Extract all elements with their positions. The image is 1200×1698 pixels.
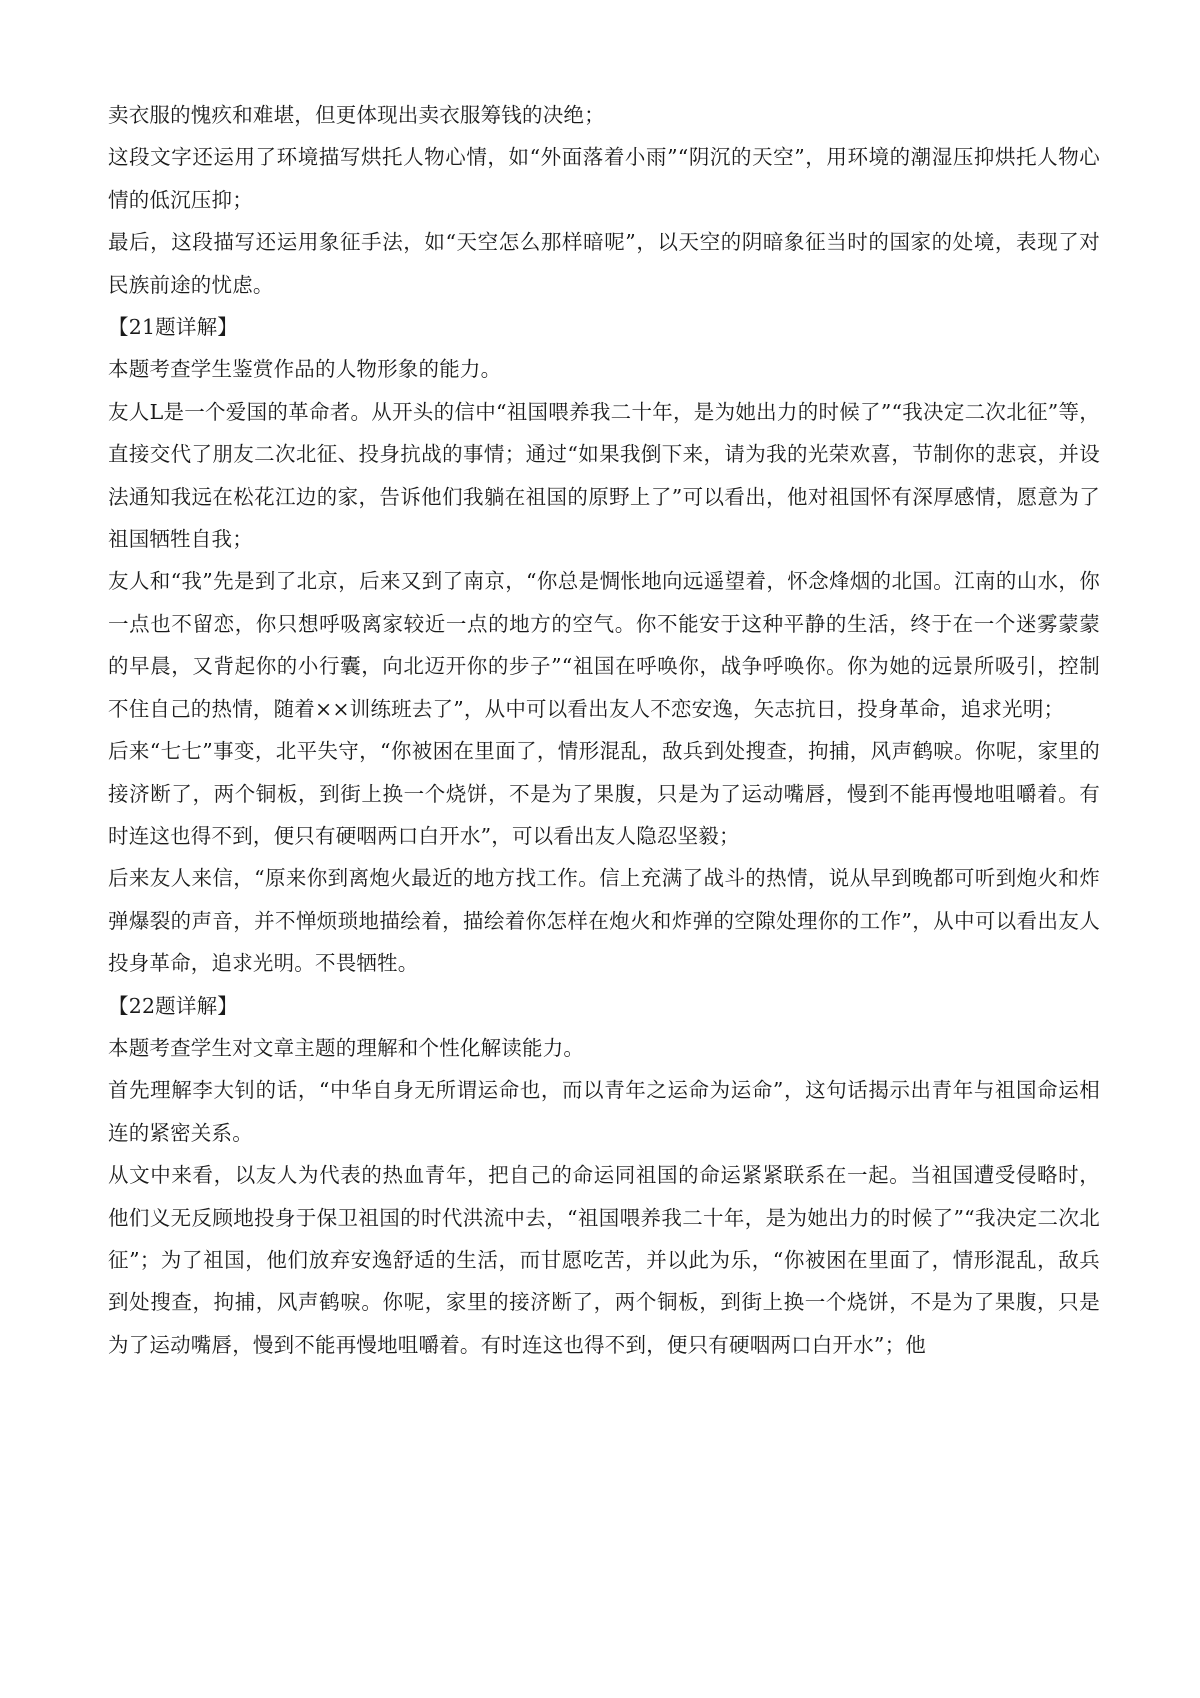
paragraph: 后来友人来信，“原来你到离炮火最近的地方找工作。信上充满了战斗的热情，说从早到晚都可听到炮火和炸弹爆裂的声音，并不惮烦琐地描绘着，描绘着你怎样在炮火和炸弹的空隙处理你的工作”，从中可以看出友人投身革命，追求光明。不畏牺牲。 bbox=[108, 866, 1100, 976]
paragraph: 从文中来看，以友人为代表的热血青年，把自己的命运同祖国的命运紧紧联系在一起。当祖国遭受侵略时，他们义无反顾地投身于保卫祖国的时代洪流中去，“祖国喂养我二十年，是为她出力的时候了”“我决定二次北征”；为了祖国，他们放弃安逸舒适的生活，而甘愿吃苦，并以此为乐，“你被困在里面了，情形混乱，敌兵到处搜查，拘捕，风声鹤唳。你呢，家里的接济断了，两个铜板，到街上换一个烧饼，不是为了果腹，只是为了运动嘴唇，慢到不能再慢地咀嚼着。有时连这也得不到，便只有硬咽两口白开水”；他 bbox=[108, 1163, 1100, 1357]
section-heading: 【21题详解】 bbox=[108, 315, 238, 340]
paragraph: 本题考查学生对文章主题的理解和个性化解读能力。 bbox=[108, 1035, 585, 1060]
paragraph: 友人L是一个爱国的革命者。从开头的信中“祖国喂养我二十年，是为她出力的时候了”“我决定二次北征”等，直接交代了朋友二次北征、投身抗战的事情；通过“如果我倒下来，请为我的光荣欢喜，节制你的悲哀，并设法通知我远在松花江边的家，告诉他们我躺在祖国的原野上了”可以看出，他对祖国怀有深厚感情，愿意为了祖国牺牲自我； bbox=[108, 399, 1101, 552]
paragraph: 首先理解李大钊的话，“中华自身无所谓运命也，而以青年之运命为运命”，这句话揭示出青年与祖国命运相连的紧密关系。 bbox=[108, 1078, 1100, 1145]
paragraph: 后来“七七”事变，北平失守，“你被困在里面了，情形混乱，敌兵到处搜查，拘捕，风声鹤唳。你呢，家里的接济断了，两个铜板，到街上换一个烧饼，不是为了果腹，只是为了运动嘴唇，慢到不能再慢地咀嚼着。有时连这也得不到，便只有硬咽两口白开水”，可以看出友人隐忍坚毅； bbox=[108, 739, 1100, 848]
paragraph: 本题考查学生鉴赏作品的人物形象的能力。 bbox=[108, 357, 502, 382]
document-body bbox=[108, 94, 1100, 1366]
paragraph: 卖衣服的愧疚和难堪，但更体现出卖衣服筹钱的决绝； bbox=[108, 103, 605, 127]
section-heading: 【22题详解】 bbox=[108, 993, 238, 1018]
paragraph: 友人和“我”先是到了北京，后来又到了南京，“你总是惆怅地向远遥望着，怀念烽烟的北国。江南的山水，你一点也不留恋，你只想呼吸离家较近一点的地方的空气。你不能安于这种平静的生活，终于在一个迷雾蒙蒙的早晨，又背起你的小行囊，向北迈开你的步子”“祖国在呼唤你，战争呼唤你。你为她的远景所吸引，控制不住自己的热情，随着××训练班去了”，从中可以看出友人不恋安逸，矢志抗日，投身革命，追求光明； bbox=[108, 569, 1100, 721]
paragraph: 最后，这段描写还运用象征手法，如“天空怎么那样暗呢”，以天空的阴暗象征当时的国家的处境，表现了对民族前途的忧虑。 bbox=[108, 230, 1100, 297]
paragraph: 这段文字还运用了环境描写烘托人物心情，如“外面落着小雨”“阴沉的天空”，用环境的潮湿压抑烘托人物心情的低沉压抑； bbox=[108, 145, 1100, 212]
